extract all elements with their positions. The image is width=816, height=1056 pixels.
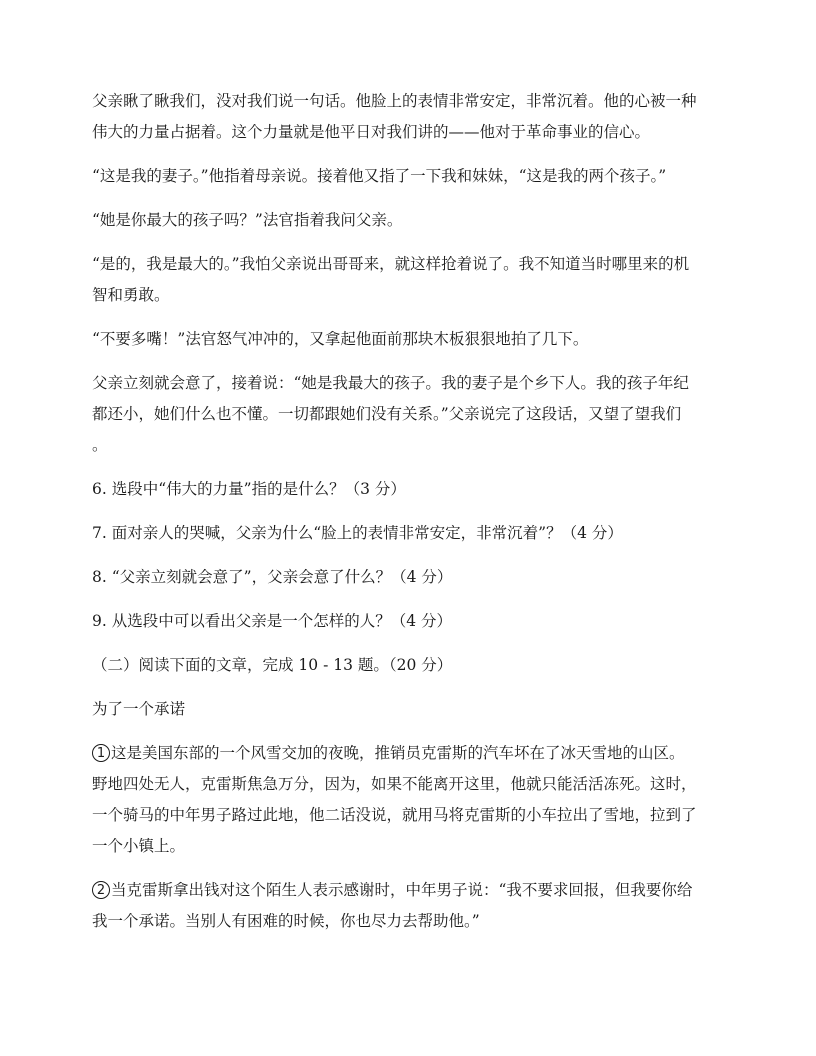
paragraph-number-marker: 1 — [92, 744, 110, 762]
text-line: 当克雷斯拿出钱对这个陌生人表示感谢时，中年男子说：“我不要求回报，但我要你给 — [111, 881, 693, 899]
article-paragraph-1 — [92, 738, 732, 862]
paragraph-number-marker: 2 — [92, 881, 110, 899]
passage-paragraph-2: “这是我的妻子。”他指着母亲说。接着他又指了一下我和妹妹，“这是我的两个孩子。” — [92, 167, 667, 185]
text-line: 。 — [92, 436, 108, 454]
text-line: 一个骑马的中年男子路过此地，他二话没说，就用马将克雷斯的小车拉出了雪地，拉到了 — [92, 806, 697, 824]
article-paragraph-2 — [92, 875, 732, 937]
passage-paragraph-6 — [92, 368, 732, 461]
passage-paragraph-1 — [92, 86, 732, 148]
text-line: 智和勇敢。 — [92, 286, 170, 304]
text-line: 父亲瞅了瞅我们，没对我们说一句话。他脸上的表情非常安定，非常沉着。他的心被一种 — [92, 92, 697, 110]
text-line: 野地四处无人，克雷斯焦急万分，因为，如果不能离开这里，他就只能活活冻死。这时， — [92, 775, 697, 793]
text-line: 都还小，她们什么也不懂。一切都跟她们没有关系。”父亲说完了这段话，又望了望我们 — [92, 405, 682, 423]
text-line: 伟大的力量占据着。这个力量就是他平日对我们讲的——他对于革命事业的信心。 — [92, 123, 651, 141]
document-content — [92, 86, 732, 937]
question-7: 7. 面对亲人的哭喊，父亲为什么“脸上的表情非常安定，非常沉着”？（4 分） — [92, 524, 623, 542]
text-line: 我一个承诺。当别人有困难的时候，你也尽力去帮助他。” — [92, 912, 480, 930]
text-line: 一个小镇上。 — [92, 837, 186, 855]
text-line: 父亲立刻就会意了，接着说：“她是我最大的孩子。我的妻子是个乡下人。我的孩子年纪 — [92, 374, 689, 392]
question-9: 9. 从选段中可以看出父亲是一个怎样的人？（4 分） — [92, 612, 453, 630]
passage-paragraph-5: “不要多嘴！”法官怒气冲冲的，又拿起他面前那块木板狠狠地拍了几下。 — [92, 330, 589, 348]
article-title: 为了一个承诺 — [92, 700, 186, 718]
text-line: 这是美国东部的一个风雪交加的夜晚，推销员克雷斯的汽车坏在了冰天雪地的山区。 — [111, 744, 685, 762]
passage-paragraph-4 — [92, 249, 732, 311]
question-8: 8. “父亲立刻就会意了”，父亲会意了什么？（4 分） — [92, 568, 453, 586]
section-heading: （二）阅读下面的文章，完成 10 - 13 题。（20 分） — [92, 656, 453, 674]
passage-paragraph-3: “她是你最大的孩子吗？”法官指着我问父亲。 — [92, 211, 403, 229]
text-line: “是的，我是最大的。”我怕父亲说出哥哥来，就这样抢着说了。我不知道当时哪里来的机 — [92, 255, 690, 273]
question-6: 6. 选段中“伟大的力量”指的是什么？（3 分） — [92, 480, 406, 498]
